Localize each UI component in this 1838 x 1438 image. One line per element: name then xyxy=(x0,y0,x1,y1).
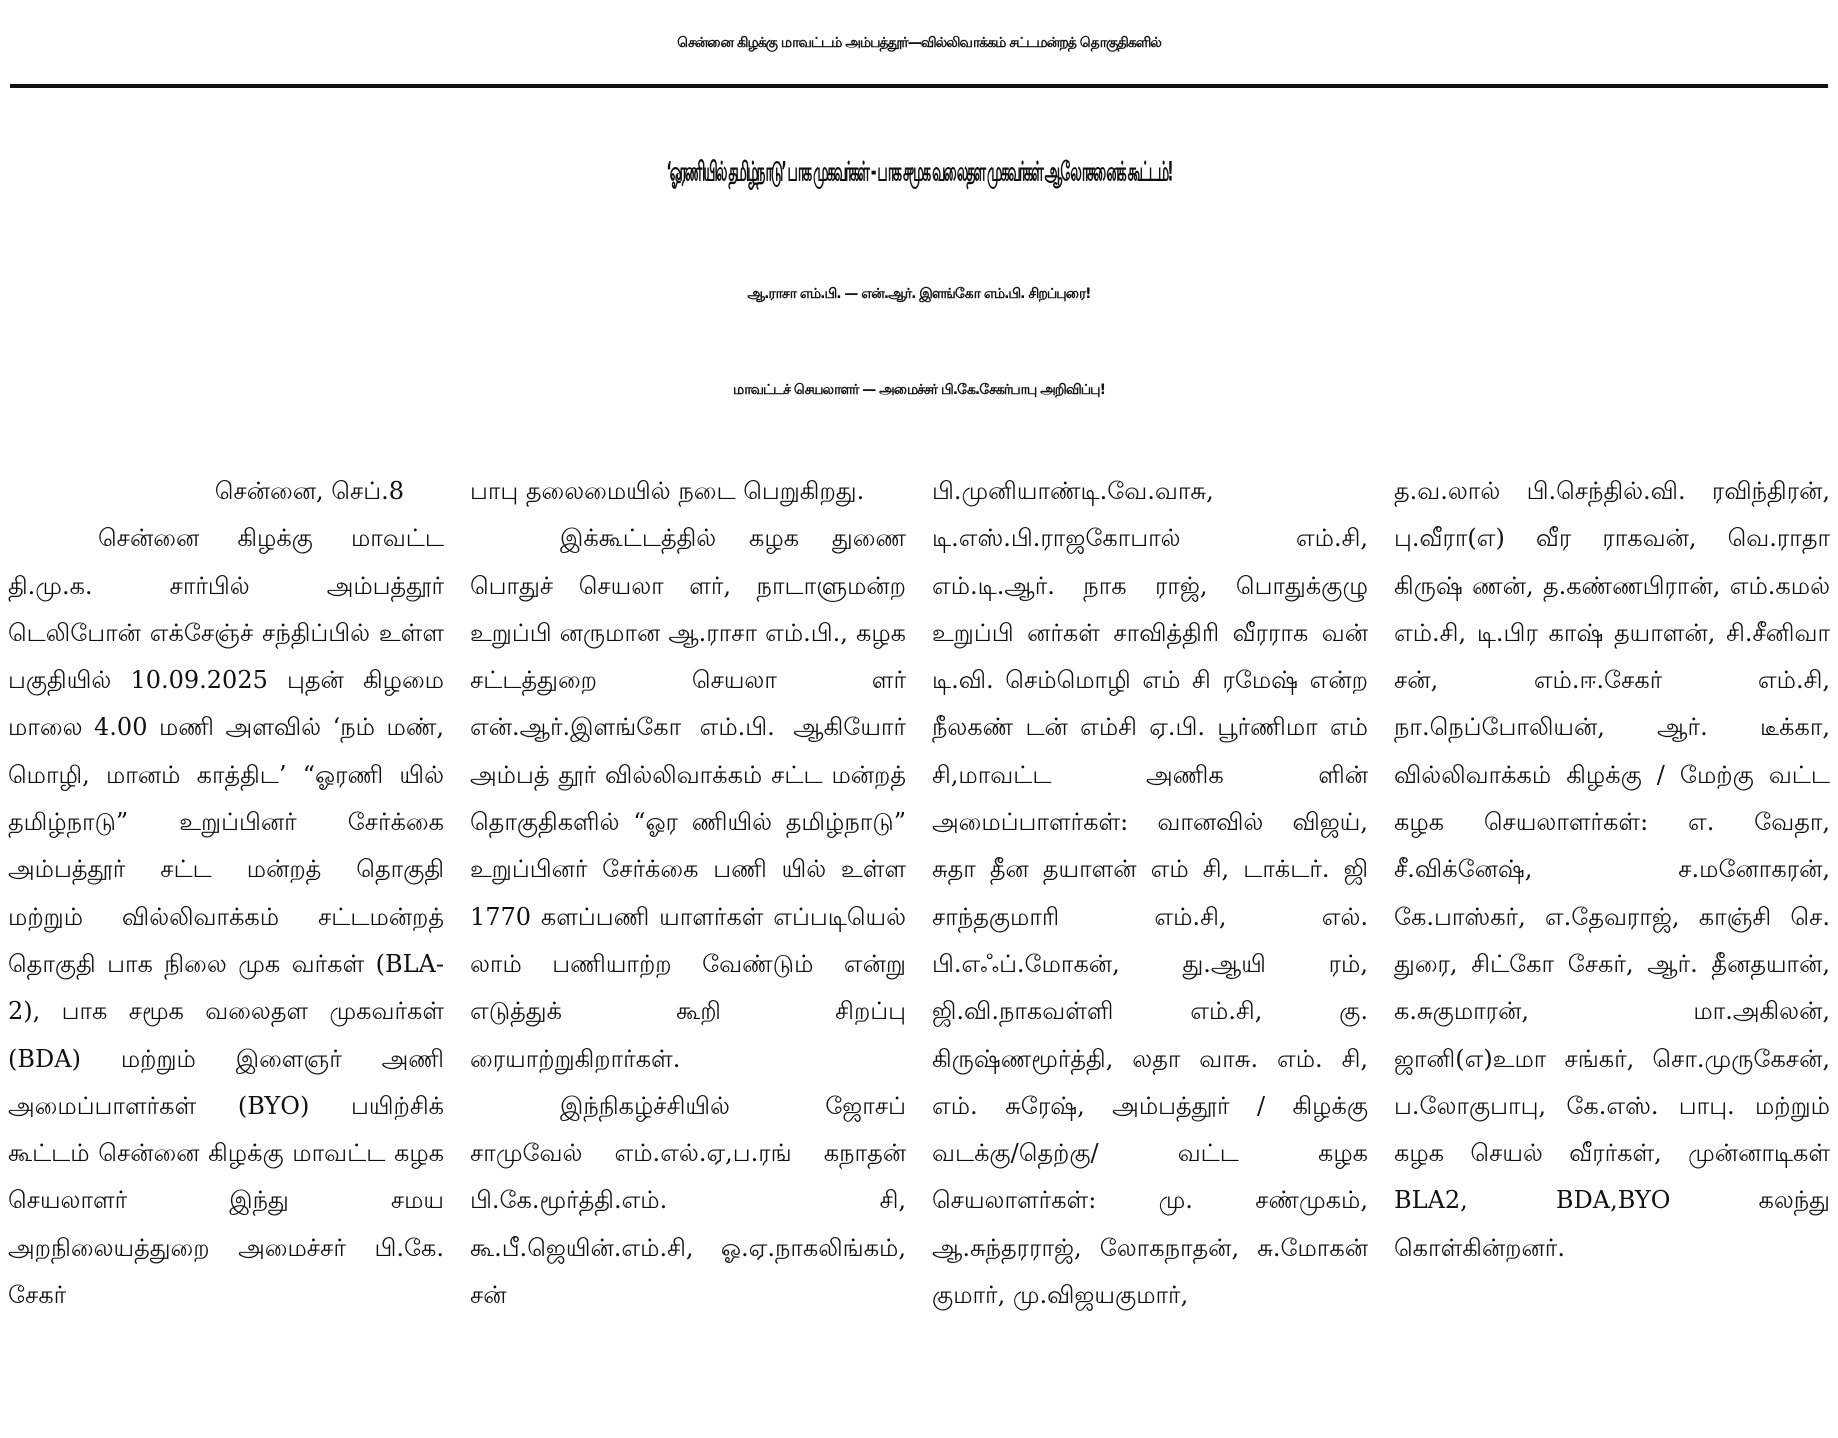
subheadline-1: ஆ.ராசா எம்.பி. — என்.ஆர். இளங்கோ எம்.பி. சிறப்புரை! xyxy=(747,286,1091,302)
article-paragraph: இந்நிகழ்ச்சியில் ஜோசப் சாமுவேல் எம்.எல்.ஏ,ப.ரங் கநாதன் பி.கே.மூர்த்தி.எம். சி, கூ.பீ.ஜெயின்.எம்.சி, ஓ.ஏ.நாகலிங்கம், சன் xyxy=(470,1091,906,1310)
article-body xyxy=(8,468,1830,1438)
article-column-4 xyxy=(1394,468,1830,1438)
article-paragraph: சென்னை கிழக்கு மாவட்ட தி.மு.க. சார்பில் அம்பத்தூர் டெலிபோன் எக்சேஞ்ச் சந்திப்பில் உள்ள பகுதியில் 10.09.2025 புதன் கிழமை மாலை 4.00 மணி அளவில் ‘நம் மண், மொழி, மானம் காத்திட’ “ஓரணி யில் தமிழ்நாடு” உறுப்பினர் சேர்க்கை அம்பத்தூர் சட்ட மன்றத் தொகுதி மற்றும் வில்லிவாக்கம் சட்டமன்றத் தொகுதி பாக நிலை முக வர்கள் (BLA-2), பாக சமூக வலைதள முகவர்கள் (BDA) மற்றும் இளைஞர் அணி அமைப்பாளர்கள் (BYO) பயிற்சிக் கூட்டம் சென்னை கிழக்கு மாவட்ட கழக செயலாளர் இந்து சமய அறநிலையத்துறை அமைச்சர் பி.கே. சேகர் xyxy=(8,524,444,1310)
dateline: சென்னை, செப்.8 xyxy=(214,477,404,505)
main-headline: ‘ஓரணியில் தமிழ்நாடு’ பாக முகவர்கள் - பாக சமூக வலைதள முகவர்கள் ஆலோசனைக் கூட்டம்! xyxy=(666,157,1172,189)
article-paragraph: இக்கூட்டத்தில் கழக துணை பொதுச் செயலா ளர், நாடாளுமன்ற உறுப்பி னருமான ஆ.ராசா எம்.பி., கழக சட்டத்துறை செயலா ளர் என்.ஆர்.இளங்கோ எம்.பி. ஆகியோர் அம்பத் தூர் வில்லிவாக்கம் சட்ட மன்றத் தொகுதிகளில் “ஓர ணியில் தமிழ்நாடு” உறுப்பினர் சேர்க்கை பணி யில் உள்ள 1770 களப்பணி யாளர்கள் எப்படியெல் லாம் பணியாற்ற வேண்டும் என்று எடுத்துக் கூறி சிறப்பு ரையாற்றுகிறார்கள். xyxy=(470,524,906,1073)
article-paragraph: பி.முனியாண்டி.வே.வாசு, டி.எஸ்.பி.ராஜகோபால் எம்.சி, எம்.டி.ஆர். நாக ராஜ், பொதுக்குழு உறுப்பி னர்கள் சாவித்திரி வீரராக வன் டி.வி. செம்மொழி எம் சி ரமேஷ் என்ற நீலகண் டன் எம்சி ஏ.பி. பூர்ணிமா எம் சி,மாவட்ட அணிக ளின் அமைப்பாளர்கள்: வானவில் விஜய், சுதா தீன தயாளன் எம் சி, டாக்டர். ஜி சாந்தகுமாரி எம்.சி, எல். பி.எஃப்.மோகன், து.ஆயி ரம், ஜி.வி.நாகவள்ளி எம்.சி, கு. கிருஷ்ணமூர்த்தி, லதா வாசு. எம். சி, எம். சுரேஷ், அம்பத்தூர் / கிழக்கு வடக்கு/தெற்கு/ வட்ட கழக செயலாளர்கள்: மு. சண்முகம், ஆ.சுந்தரராஜ், லோகநாதன், சு.மோகன் குமார், மு.விஜயகுமார், xyxy=(932,477,1368,1310)
subheadline-2: மாவட்டச் செயலாளர் — அமைச்சர் பி.கே.சேகர்பாபு அறிவிப்பு! xyxy=(733,382,1105,398)
article-column-3 xyxy=(932,468,1368,1438)
article-paragraph: பாபு தலைமையில் நடை பெறுகிறது. xyxy=(470,477,865,505)
article-column-1 xyxy=(8,468,444,1438)
article-column-2 xyxy=(470,468,906,1438)
kicker-headline: சென்னை கிழக்கு மாவட்டம் அம்பத்தூர்—வில்லிவாக்கம் சட்டமன்றத் தொகுதிகளில் xyxy=(677,35,1161,51)
article-paragraph: த.வ.லால் பி.செந்தில்.வி. ரவிந்திரன், பு.வீரா(எ) வீர ராகவன், வெ.ராதா கிருஷ் ணன், த.கண்ணபிரான், எம்.கமல் எம்.சி, டி.பிர காஷ் தயாளன், சி.சீனிவா சன், எம்.ஈ.சேகர் எம்.சி, நா.நெப்போலியன், ஆர். டீக்கா, வில்லிவாக்கம் கிழக்கு / மேற்கு வட்ட கழக செயலாளர்கள்: எ. வேதா, சீ.விக்னேஷ், ச.மனோகரன், கே.பாஸ்கர், எ.தேவராஜ், காஞ்சி செ. துரை, சிட்கோ சேகர், ஆர். தீனதயான், க.சுகுமாரன், மா.அகிலன், ஜானி(எ)உமா சங்கர், சொ.முருகேசன், ப.லோகுபாபு, கே.எஸ். பாபு. மற்றும் கழக செயல் வீரர்கள், முன்னாடிகள் BLA2, BDA,BYO கலந்து கொள்கின்றனர். xyxy=(1394,477,1830,1262)
